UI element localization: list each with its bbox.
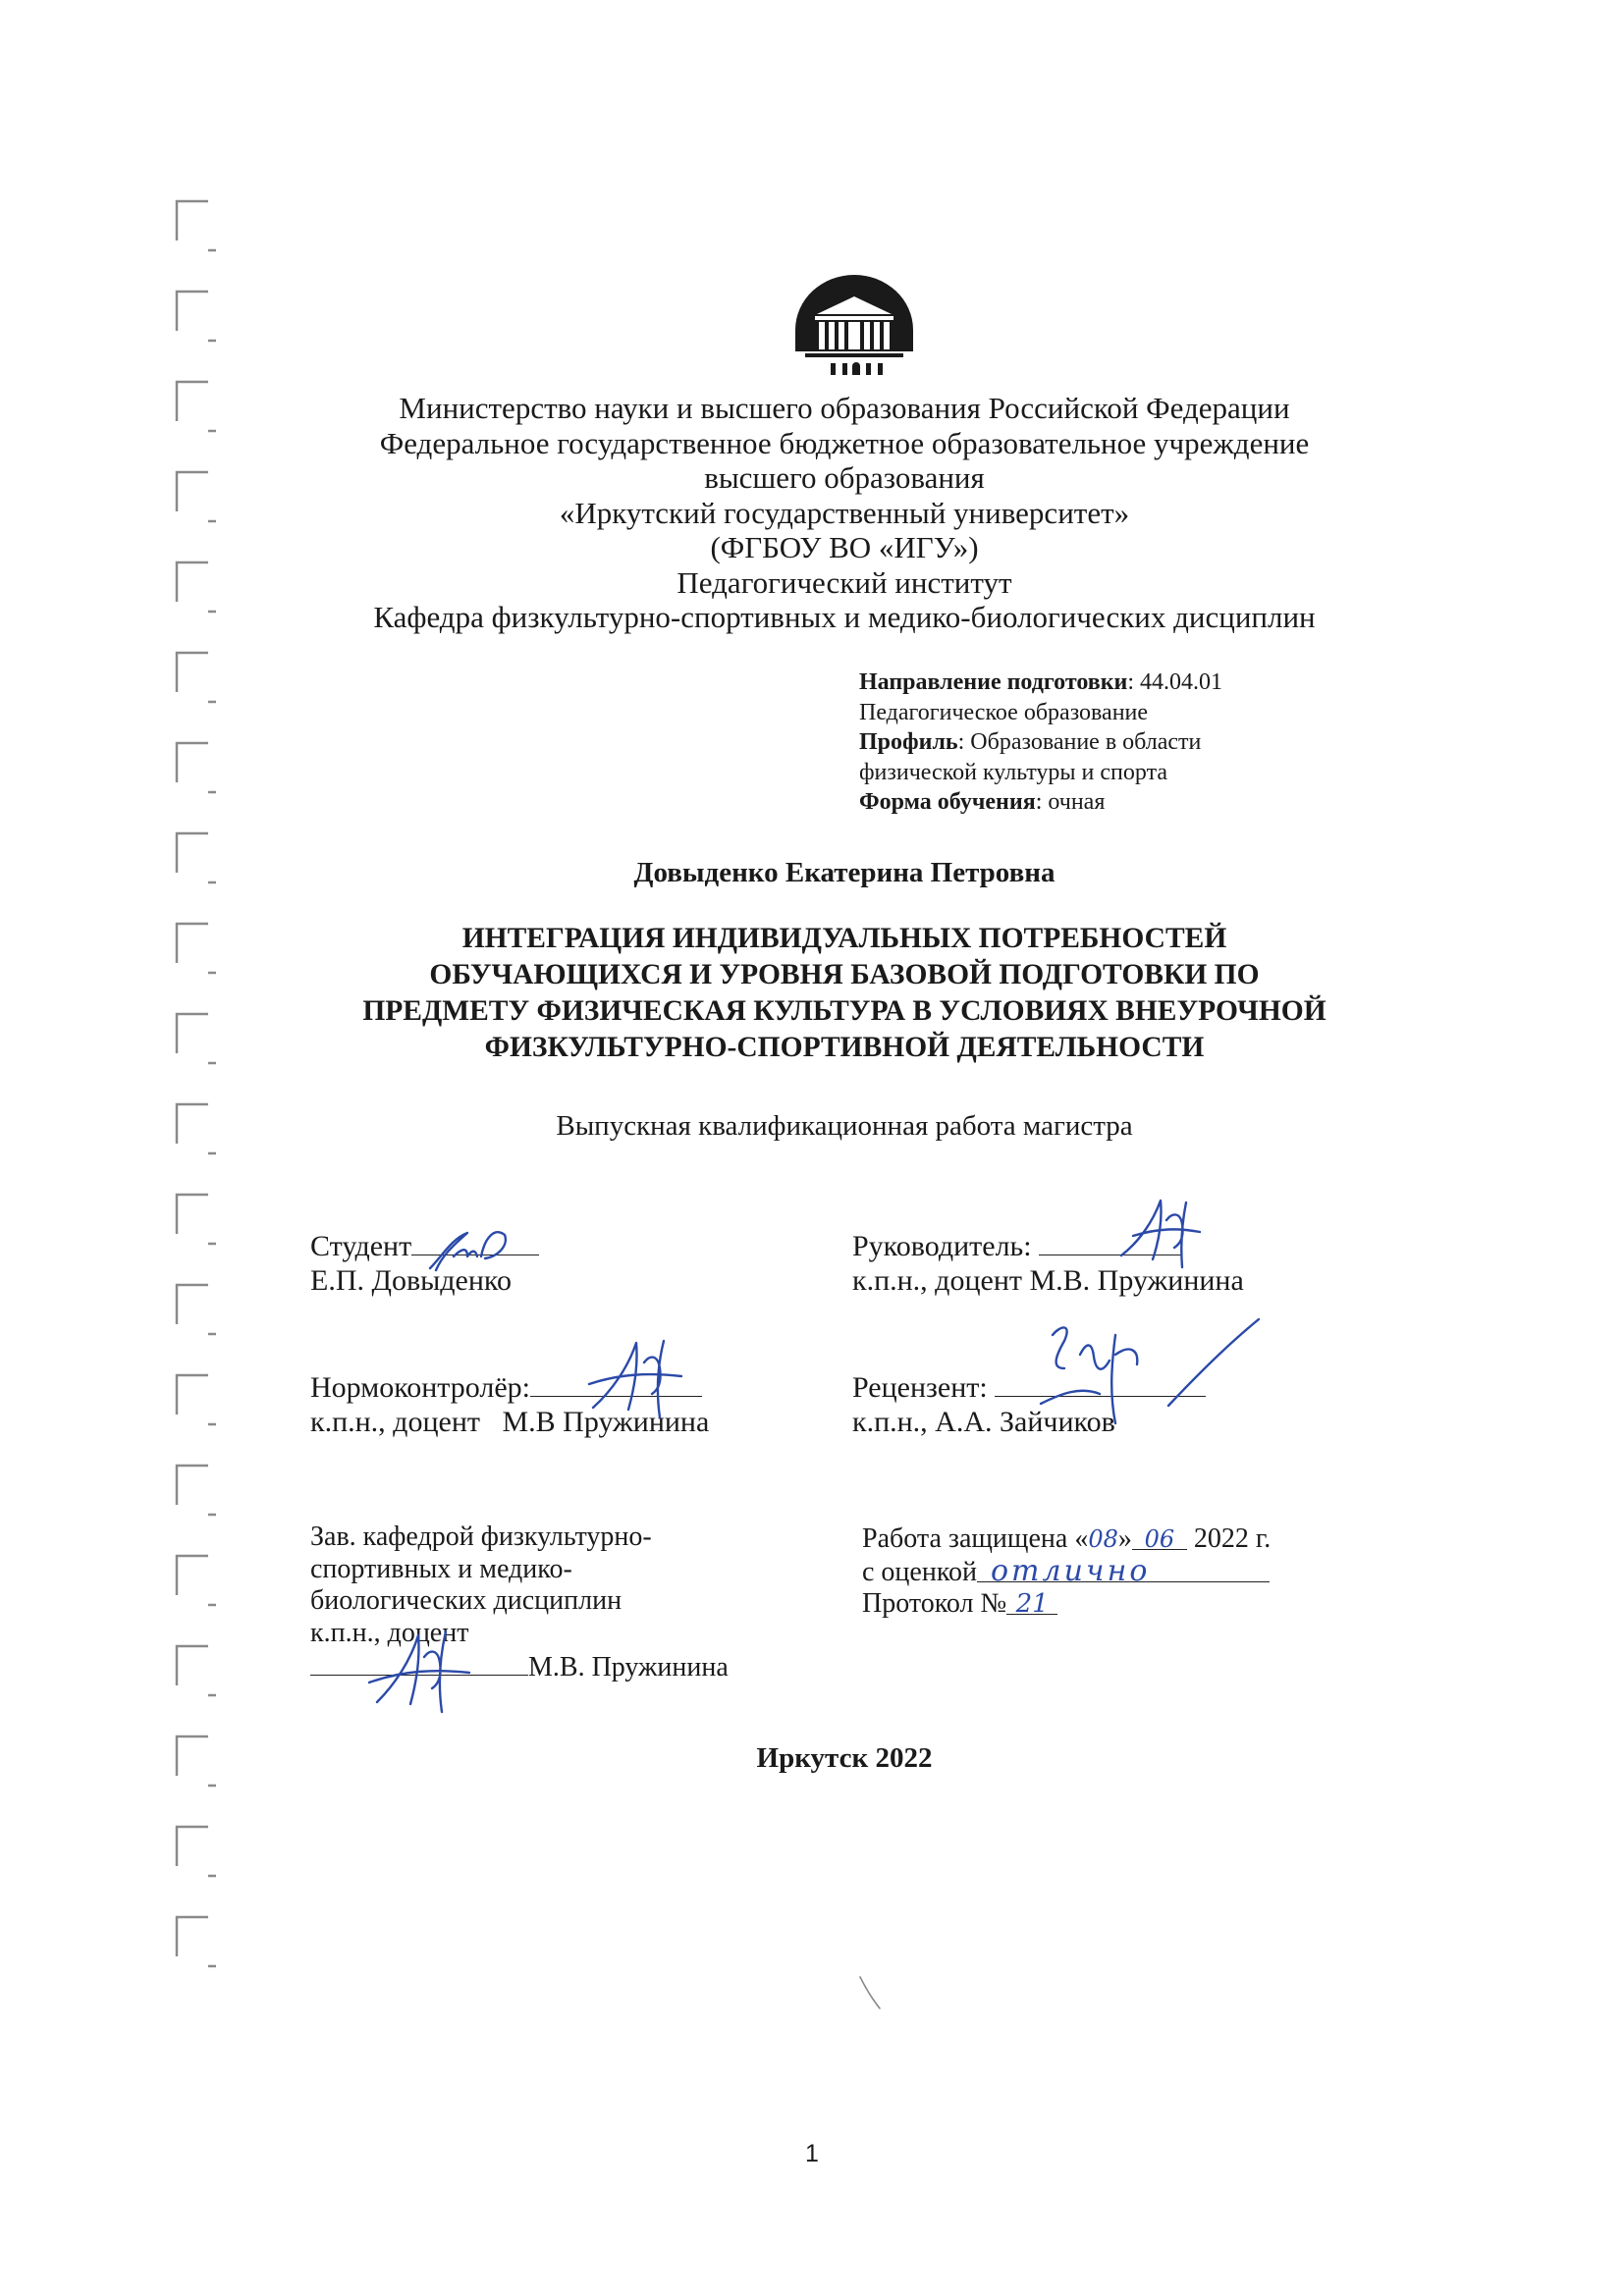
spiral-ring (177, 1014, 216, 1063)
normcontrol-signature (579, 1325, 697, 1423)
defense-month: 06 (1144, 1525, 1175, 1553)
page-number: 1 (805, 2140, 819, 2167)
protocol-line (1006, 1588, 1057, 1619)
direction-value: : 44.04.01 (1127, 669, 1223, 695)
defense-block (862, 1523, 1271, 1621)
title-line: ОБУЧАЮЩИХСЯ И УРОВНЯ БАЗОВОЙ ПОДГОТОВКИ ПО (429, 959, 1260, 990)
spiral-binding (173, 196, 222, 2012)
spiral-ring (177, 1466, 216, 1515)
grade-value: отлично (991, 1553, 1151, 1588)
direction-value-2: Педагогическое образование (859, 699, 1149, 725)
reviewer-signature (1021, 1296, 1267, 1453)
header-block (295, 391, 1394, 635)
spiral-ring (177, 1917, 216, 1966)
author-name: Довыденко Екатерина Петровна (633, 857, 1056, 888)
profile-label: Профиль (859, 729, 958, 755)
student-signature (422, 1217, 520, 1276)
thesis-title (275, 921, 1414, 1066)
spiral-ring (177, 1285, 216, 1334)
profile-value: : Образование в области (957, 729, 1202, 755)
spiral-ring (177, 1375, 216, 1424)
spiral-ring (177, 833, 216, 882)
supervisor-name: к.п.н., доцент М.В. Пружинина (852, 1264, 1244, 1297)
spiral-ring (177, 924, 216, 973)
spiral-ring (177, 1104, 216, 1153)
defense-mid: » (1117, 1523, 1132, 1554)
spiral-ring (177, 1646, 216, 1695)
institution-line: Федеральное государственное бюджетное образовательное учреждение (379, 425, 1310, 460)
work-type: Выпускная квалификационная работа магистра (556, 1110, 1133, 1142)
institution-line-2: высшего образования (704, 460, 985, 495)
spiral-ring (177, 743, 216, 792)
reviewer-name: к.п.н., А.А. Зайчиков (852, 1406, 1115, 1438)
normcontrol-name: к.п.н., доцент М.В Пружинина (310, 1406, 710, 1438)
head-name: М.В. Пружинина (528, 1652, 729, 1682)
student-label: Студент (310, 1230, 412, 1262)
form-label: Форма обучения (859, 789, 1036, 815)
spiral-ring (177, 382, 216, 431)
supervisor-signature (1110, 1183, 1218, 1271)
title-line: ИНТЕГРАЦИЯ ИНДИВИДУАЛЬНЫХ ПОТРЕБНОСТЕЙ (461, 923, 1227, 954)
study-info (859, 667, 1222, 818)
institute-name: Педагогический институт (677, 564, 1012, 600)
head-line: Зав. кафедрой физкультурно- (310, 1522, 652, 1552)
head-line: спортивных и медико- (310, 1553, 572, 1584)
grade-label: с оценкой (862, 1556, 977, 1587)
university-name: «Иркутский государственный университет» (559, 495, 1130, 530)
spiral-ring (177, 562, 216, 612)
title-line: ПРЕДМЕТУ ФИЗИЧЕСКАЯ КУЛЬТУРА В УСЛОВИЯХ ВНЕУРОЧНОЙ (362, 995, 1326, 1027)
spiral-ring (177, 653, 216, 702)
normcontrol-label: Нормоконтролёр: (310, 1371, 531, 1404)
university-logo (791, 275, 917, 381)
direction-label: Направление подготовки (859, 669, 1128, 695)
defense-prefix: Работа защищена « (862, 1523, 1089, 1554)
department-name: Кафедра физкультурно-спортивных и медико-биологических дисциплин (373, 600, 1316, 634)
reviewer-label: Рецензент: (852, 1371, 988, 1404)
head-line: к.п.н., доцент (310, 1617, 469, 1648)
protocol-label: Протокол № (862, 1588, 1007, 1619)
spiral-ring (177, 292, 216, 341)
head-signature (363, 1610, 481, 1718)
defense-year: 2022 г. (1193, 1523, 1272, 1554)
protocol-number: 21 (1015, 1589, 1049, 1619)
supervisor-label: Руководитель: (852, 1230, 1032, 1262)
university-abbreviation: (ФГБОУ ВО «ИГУ») (710, 530, 979, 564)
city-year: Иркутск 2022 (756, 1742, 933, 1774)
student-name: Е.П. Довыденко (310, 1264, 512, 1297)
defense-day: 08 (1088, 1525, 1118, 1553)
head-line: биологических дисциплин (310, 1585, 623, 1616)
spiral-ring (177, 1827, 216, 1876)
spiral-ring (177, 201, 216, 250)
profile-value-2: физической культуры и спорта (859, 759, 1168, 785)
spiral-ring (177, 1556, 216, 1605)
title-line: ФИЗКУЛЬТУРНО-СПОРТИВНОЙ ДЕЯТЕЛЬНОСТИ (484, 1032, 1205, 1063)
form-value: : очная (1035, 789, 1106, 815)
ministry-line: Министерство науки и высшего образования Российской Федерации (399, 391, 1290, 425)
spiral-ring (177, 1195, 216, 1244)
spiral-ring (177, 472, 216, 521)
spiral-ring (177, 1736, 216, 1786)
stray-mark (856, 1973, 886, 2012)
grade-line (977, 1553, 1270, 1588)
defense-month-line (1132, 1523, 1187, 1553)
